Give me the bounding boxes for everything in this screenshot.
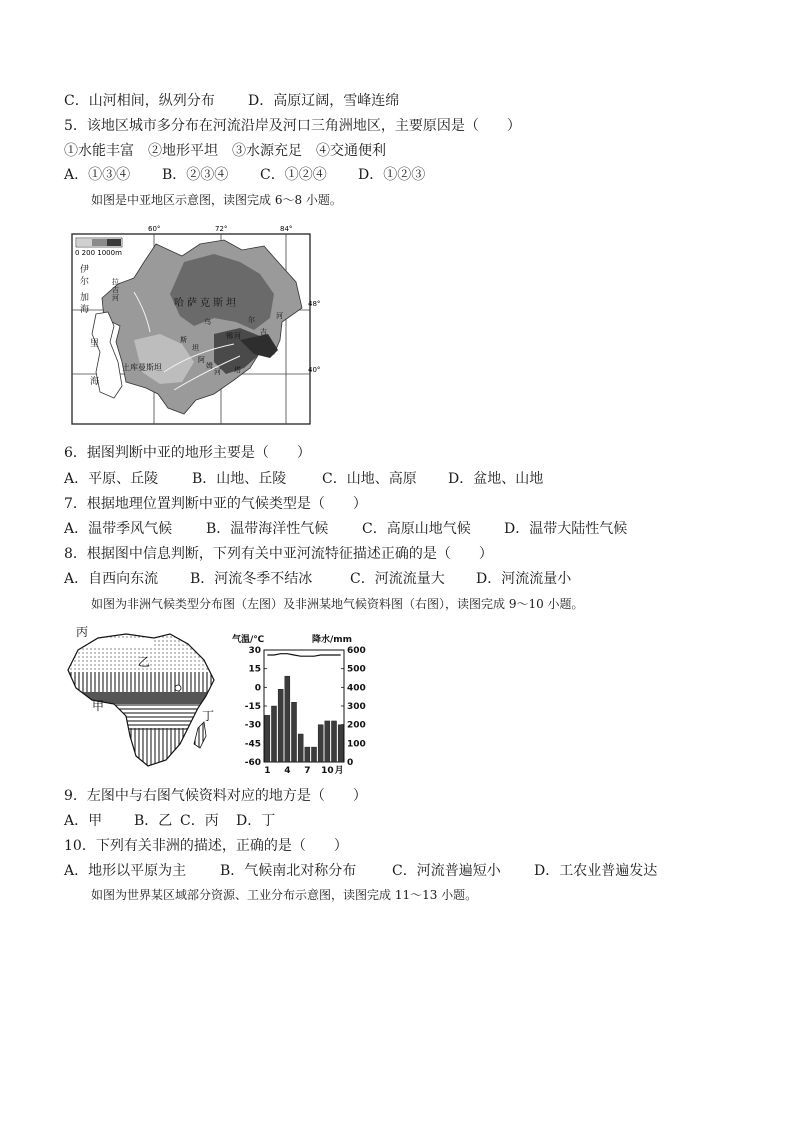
q7-option-c[interactable]: C．高原山地气候: [362, 521, 471, 537]
q9-option-c[interactable]: C．丙: [180, 813, 219, 829]
map-label: 尔: [80, 277, 90, 287]
q8-options: [64, 570, 571, 588]
q10-option-d[interactable]: D．工农业普遍发达: [534, 863, 658, 879]
precip-bar: [298, 734, 303, 762]
chart-right-tick-label: 500: [347, 664, 366, 675]
climate-chart: [230, 630, 380, 776]
q10-option-c[interactable]: C．河流普遍短小: [392, 863, 501, 879]
africa-label-bing: 丙: [76, 625, 89, 639]
q6-option-d[interactable]: D．盆地、山地: [448, 471, 544, 487]
chart-left-tick-label: -30: [244, 720, 261, 731]
lat-48: 48°: [308, 300, 320, 308]
q7-stem: 7．根据地理位置判断中亚的气候类型是（ ）: [64, 496, 367, 512]
map-label: 锡: [226, 332, 233, 340]
chart-left-tick-label: -15: [244, 702, 261, 712]
central-asia-map: [64, 222, 320, 428]
chart-right-tick-label: 100: [347, 739, 366, 750]
q9-option-a[interactable]: A．甲: [64, 813, 103, 829]
map-region-label: 哈萨克斯坦: [174, 298, 239, 309]
intro-9-10: 如图为非洲气候类型分布图（左图）及非洲某地气候资料图（右图），读图完成 9～10 小题。: [91, 597, 584, 611]
chart-right-tick-label: 0: [347, 758, 354, 768]
map-label: 塔: [234, 366, 241, 374]
chart-x-tick-label: 1: [264, 766, 271, 776]
chart-x-tick-label: 10: [321, 766, 334, 776]
chart-left-axis-title: 气温/℃: [232, 635, 265, 645]
map-label: 土库曼斯坦: [122, 363, 162, 372]
map-legend-scale: 0 200 1000m: [75, 249, 122, 257]
map-label: 河: [214, 368, 221, 376]
q9-stem: 9．左图中与右图气候资料对应的地方是（ ）: [64, 788, 367, 804]
lon-60: 60°: [148, 225, 161, 233]
q5-option-a[interactable]: A．①③④: [64, 167, 131, 183]
temperature-line: [267, 654, 340, 657]
chart-left-tick-label: 15: [248, 664, 261, 675]
lon-84: 84°: [280, 225, 293, 233]
precip-bar: [278, 689, 283, 762]
q7-option-a[interactable]: A．温带季风气候: [64, 521, 173, 537]
africa-climate-map: [62, 624, 226, 774]
map-label: 里: [90, 339, 100, 349]
q6-option-a[interactable]: A．平原、丘陵: [64, 471, 159, 487]
q7-option-b[interactable]: B．温带海洋性气候: [206, 521, 329, 537]
q4-options: [64, 92, 399, 110]
chart-left-tick-label: -60: [244, 758, 261, 768]
map-label: 伊: [80, 265, 90, 275]
q7-option-d[interactable]: D．温带大陆性气候: [504, 521, 628, 537]
map-label: 吉: [260, 328, 267, 336]
map-label: 河: [112, 294, 119, 302]
intro-11-13: 如图为世界某区域部分资源、工业分布示意图，读图完成 11～13 小题。: [91, 888, 478, 902]
map-label: 海: [80, 305, 90, 315]
q5-option-d[interactable]: D．①②③: [358, 167, 426, 183]
q4-option-c[interactable]: C．山河相间，纵列分布: [64, 93, 215, 109]
q9-option-d[interactable]: D．丁: [236, 813, 276, 829]
chart-right-tick-label: 300: [347, 702, 366, 712]
map-label: 斯: [180, 336, 187, 344]
q8-option-d[interactable]: D．河流流量小: [476, 571, 572, 587]
precip-bar: [265, 715, 270, 762]
q10-option-b[interactable]: B．气候南北对称分布: [220, 863, 357, 879]
map-label: 海: [90, 377, 100, 387]
q5-options: [64, 166, 425, 184]
q8-option-a[interactable]: A．自西向东流: [64, 571, 159, 587]
map-label: 吉: [112, 286, 119, 294]
chart-left-tick-label: 30: [248, 646, 261, 656]
chart-right-tick-label: 400: [347, 683, 366, 694]
chart-x-tick-label: 4: [284, 766, 291, 776]
q9-options: [64, 812, 275, 830]
map-label: 拉: [112, 278, 119, 286]
q5-option-c[interactable]: C．①②④: [260, 167, 327, 183]
precip-bar: [311, 747, 316, 762]
africa-label-yi: 乙: [138, 655, 151, 669]
q9-option-b[interactable]: B．乙: [134, 813, 173, 829]
africa-label-ding: 丁: [202, 709, 215, 723]
q6-option-c[interactable]: C．山地、高原: [322, 471, 417, 487]
q5-items: ①水能丰富 ②地形平坦 ③水源充足 ④交通便利: [64, 143, 386, 159]
q5-stem: 5．该地区城市多分布在河流沿岸及河口三角洲地区，主要原因是（ ）: [64, 118, 521, 134]
precip-bar: [325, 721, 330, 762]
map-label: 尔: [248, 316, 255, 324]
lat-40: 40°: [308, 366, 320, 374]
map-label: 坦: [192, 344, 199, 352]
q6-stem: 6．据图判断中亚的地形主要是（ ）: [64, 445, 311, 461]
chart-left-tick-label: 0: [254, 683, 261, 694]
precip-bar: [271, 706, 276, 762]
q6-option-b[interactable]: B．山地、丘陵: [192, 471, 287, 487]
q10-option-a[interactable]: A．地形以平原为主: [64, 863, 187, 879]
chart-x-tick-label: 7: [304, 766, 311, 776]
map-label: 河: [234, 332, 241, 340]
chart-x-unit: 月: [334, 766, 344, 776]
map-label: 河: [276, 312, 283, 320]
intro-6-8: 如图是中亚地区示意图，读图完成 6～8 小题。: [91, 193, 342, 207]
q6-options: [64, 470, 543, 488]
chart-right-tick-label: 600: [347, 646, 366, 656]
africa-label-jia: 甲: [92, 699, 105, 713]
precip-bar: [331, 721, 336, 762]
precip-bar: [318, 725, 323, 762]
chart-right-axis-title: 降水/mm: [312, 635, 353, 645]
q10-options: [64, 862, 657, 880]
q8-option-c[interactable]: C．河流流量大: [350, 571, 445, 587]
map-label: 乌: [204, 318, 211, 326]
precip-bar: [285, 676, 290, 762]
chart-right-tick-label: 200: [347, 720, 366, 731]
q7-options: [64, 520, 627, 538]
precip-bar: [338, 725, 343, 762]
map-label: 加: [80, 293, 90, 303]
lon-72: 72°: [215, 225, 228, 233]
map-label: 姆: [206, 362, 213, 370]
q5-option-b[interactable]: B．②③④: [162, 167, 229, 183]
q8-stem: 8．根据图中信息判断，下列有关中亚河流特征描述正确的是（ ）: [64, 546, 493, 562]
q10-stem: 10．下列有关非洲的描述，正确的是（ ）: [64, 838, 348, 854]
chart-left-tick-label: -45: [244, 739, 261, 750]
precip-bar: [305, 747, 310, 762]
map-label: 阿: [198, 356, 205, 364]
q4-option-d[interactable]: D．高原辽阔，雪峰连绵: [248, 93, 400, 109]
q8-option-b[interactable]: B．河流冬季不结冰: [190, 571, 313, 587]
precip-bar: [291, 702, 296, 762]
